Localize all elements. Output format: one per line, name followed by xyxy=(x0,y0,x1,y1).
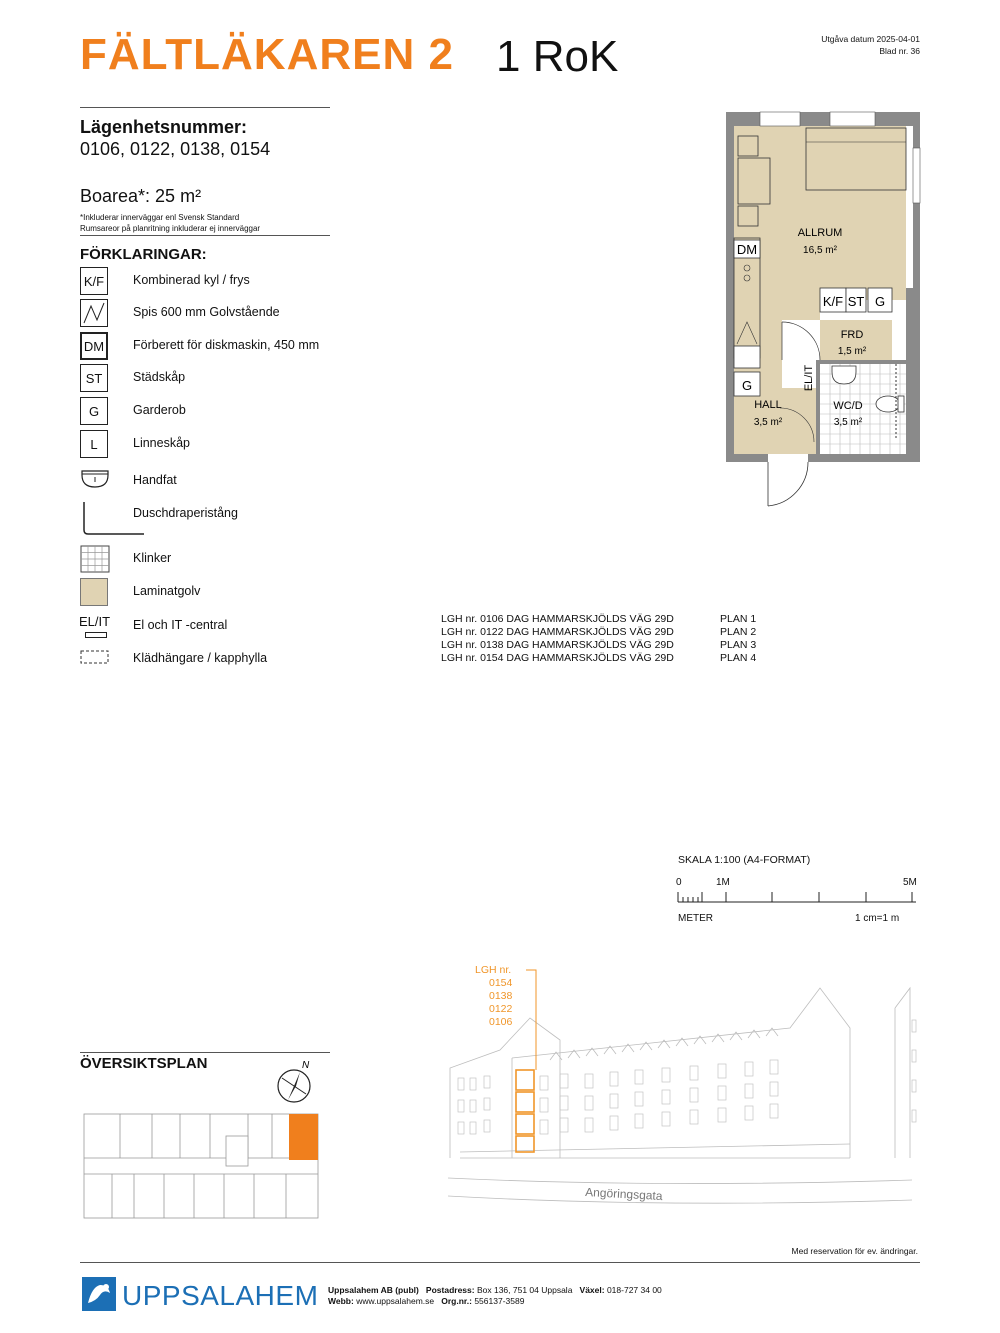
north-label: N xyxy=(302,1060,310,1071)
legend-label: Duschdraperistång xyxy=(133,506,238,520)
fridge-label: K/F xyxy=(822,294,844,309)
floor-plan xyxy=(720,108,925,513)
divider xyxy=(80,1052,330,1053)
laminate-icon xyxy=(80,578,108,606)
legend-item xyxy=(80,430,380,460)
phone-number: 018-727 34 00 xyxy=(606,1285,662,1295)
room-name: HALL xyxy=(754,399,782,411)
uppsalahem-logo-icon xyxy=(82,1277,116,1311)
apartment-list xyxy=(441,613,756,665)
postal-address: Box 136, 751 04 Uppsala xyxy=(476,1285,573,1295)
reservation-note: Med reservation för ev. ändringar. xyxy=(791,1246,918,1256)
sink-icon xyxy=(832,366,856,384)
web-label: Webb: xyxy=(328,1296,354,1306)
building-title: FÄLTLÄKAREN 2 xyxy=(80,30,454,79)
building-elevation xyxy=(440,958,920,1208)
legend-item xyxy=(80,500,380,530)
electrical-central-icon: EL/IT xyxy=(79,614,111,629)
overview-map xyxy=(82,1112,322,1222)
legend-label: Spis 600 mm Golvstående xyxy=(133,305,280,319)
legend-label: Förberett för diskmaskin, 450 mm xyxy=(133,338,320,352)
elevation-lgh-label: LGH nr. xyxy=(475,964,512,976)
dishwasher-label: DM xyxy=(736,242,758,257)
scale-bar xyxy=(676,890,922,906)
area-note-2: Rumsareor på planritning inkluderar ej innerväggar xyxy=(80,224,261,233)
fridge-freezer-icon: K/F xyxy=(80,267,108,295)
legend-item xyxy=(80,332,380,362)
legend-label: Kombinerad kyl / frys xyxy=(133,273,250,287)
electrical-box-icon xyxy=(85,632,107,638)
elevation-number: 0138 xyxy=(489,990,513,1002)
apartment-numbers-label: Lägenhetsnummer: xyxy=(80,117,248,137)
room-name: WC/D xyxy=(833,400,863,412)
apartment-list-row: LGH nr. 0122 DAG HAMMARSKJÖLDS VÄG 29D PLAN 2 xyxy=(441,626,757,638)
cleaning-label: ST xyxy=(847,294,865,309)
company-name: Uppsalahem AB (publ) xyxy=(328,1285,419,1295)
apartment-numbers: 0106, 0122, 0138, 0154 xyxy=(80,139,271,159)
legend-label: Garderob xyxy=(133,403,186,417)
room-area: 16,5 m² xyxy=(803,245,837,256)
scale-one: 1M xyxy=(716,877,730,888)
legend-label: Klädhängare / kapphylla xyxy=(133,651,268,665)
legend-item xyxy=(80,645,380,675)
dishwasher-icon: DM xyxy=(80,332,108,360)
tile-icon xyxy=(80,545,110,573)
apartment-list-row: LGH nr. 0154 DAG HAMMARSKJÖLDS VÄG 29D PLAN 4 xyxy=(441,652,757,664)
scale-title: SKALA 1:100 (A4-FORMAT) xyxy=(678,854,811,866)
elevation-number: 0154 xyxy=(489,977,513,989)
issue-date: Utgåva datum 2025-04-01 xyxy=(821,34,920,44)
area-note xyxy=(80,212,260,234)
legend-label: Klinker xyxy=(133,551,172,565)
cleaning-cabinet-icon: ST xyxy=(80,364,108,392)
linen-cabinet-icon: L xyxy=(80,430,108,458)
north-arrow-icon xyxy=(272,1056,318,1106)
legend-item xyxy=(80,299,380,329)
hall-wardrobe-label: G xyxy=(741,378,753,393)
street-name: Angöringsgata xyxy=(584,1185,663,1204)
sink-icon xyxy=(80,467,110,491)
room-area: 3,5 m² xyxy=(833,417,863,428)
hanger-icon xyxy=(80,649,110,665)
highlighted-apartments xyxy=(516,1070,534,1152)
sheet-number: Blad nr. 36 xyxy=(879,46,920,56)
scale-unit: METER xyxy=(678,913,713,924)
legend-label: Laminatgolv xyxy=(133,584,201,598)
document-meta xyxy=(821,33,920,57)
legend-label: Handfat xyxy=(133,473,177,487)
current-building xyxy=(289,1114,318,1160)
legend-label: Linneskåp xyxy=(133,436,190,450)
org-number: 556137-3589 xyxy=(474,1296,525,1306)
company-info xyxy=(328,1285,662,1307)
room-name: FRD xyxy=(840,329,864,341)
web-link[interactable]: www.uppsalahem.se xyxy=(356,1296,435,1306)
scale-ratio: 1 cm=1 m xyxy=(855,913,900,924)
phone-label: Växel: xyxy=(579,1285,605,1295)
legend-label: El och IT -central xyxy=(133,618,228,632)
apartment-type: 1 RoK xyxy=(496,32,619,81)
divider xyxy=(80,235,330,236)
brand-name: UPPSALAHEM xyxy=(122,1280,319,1311)
room-area: 3,5 m² xyxy=(753,417,783,428)
stove-icon xyxy=(80,299,108,327)
legend-item xyxy=(80,364,380,394)
room-area: 1,5 m² xyxy=(837,346,867,357)
legend-item xyxy=(80,612,380,642)
wardrobe-icon: G xyxy=(80,397,108,425)
postal-label: Postadress: xyxy=(425,1285,475,1295)
divider xyxy=(80,107,330,108)
elit-label: EL/IT xyxy=(803,364,815,392)
elevation-number: 0106 xyxy=(489,1016,513,1028)
wardrobe-label: G xyxy=(874,294,886,309)
scale-zero: 0 xyxy=(676,877,682,888)
footer-divider xyxy=(80,1262,920,1263)
apartment-list-row: LGH nr. 0106 DAG HAMMARSKJÖLDS VÄG 29D PLAN 1 xyxy=(441,613,757,625)
area-note-1: *Inkluderar innerväggar enl Svensk Standard xyxy=(80,213,240,222)
legend-item xyxy=(80,397,380,427)
legend-item xyxy=(80,578,380,608)
legend-item xyxy=(80,545,380,575)
legend-item xyxy=(80,267,380,297)
legend-heading: FÖRKLARINGAR: xyxy=(80,246,207,263)
legend-item xyxy=(80,467,380,497)
legend-label: Städskåp xyxy=(133,370,186,384)
living-area: Boarea*: 25 m² xyxy=(80,186,202,206)
scale-five: 5M xyxy=(903,877,917,888)
elevation-number: 0122 xyxy=(489,1003,513,1015)
org-label: Org.nr.: xyxy=(441,1296,472,1306)
apartment-list-row: LGH nr. 0138 DAG HAMMARSKJÖLDS VÄG 29D PLAN 3 xyxy=(441,639,757,651)
overview-heading: ÖVERSIKTSPLAN xyxy=(80,1055,208,1072)
room-name: ALLRUM xyxy=(797,227,843,239)
